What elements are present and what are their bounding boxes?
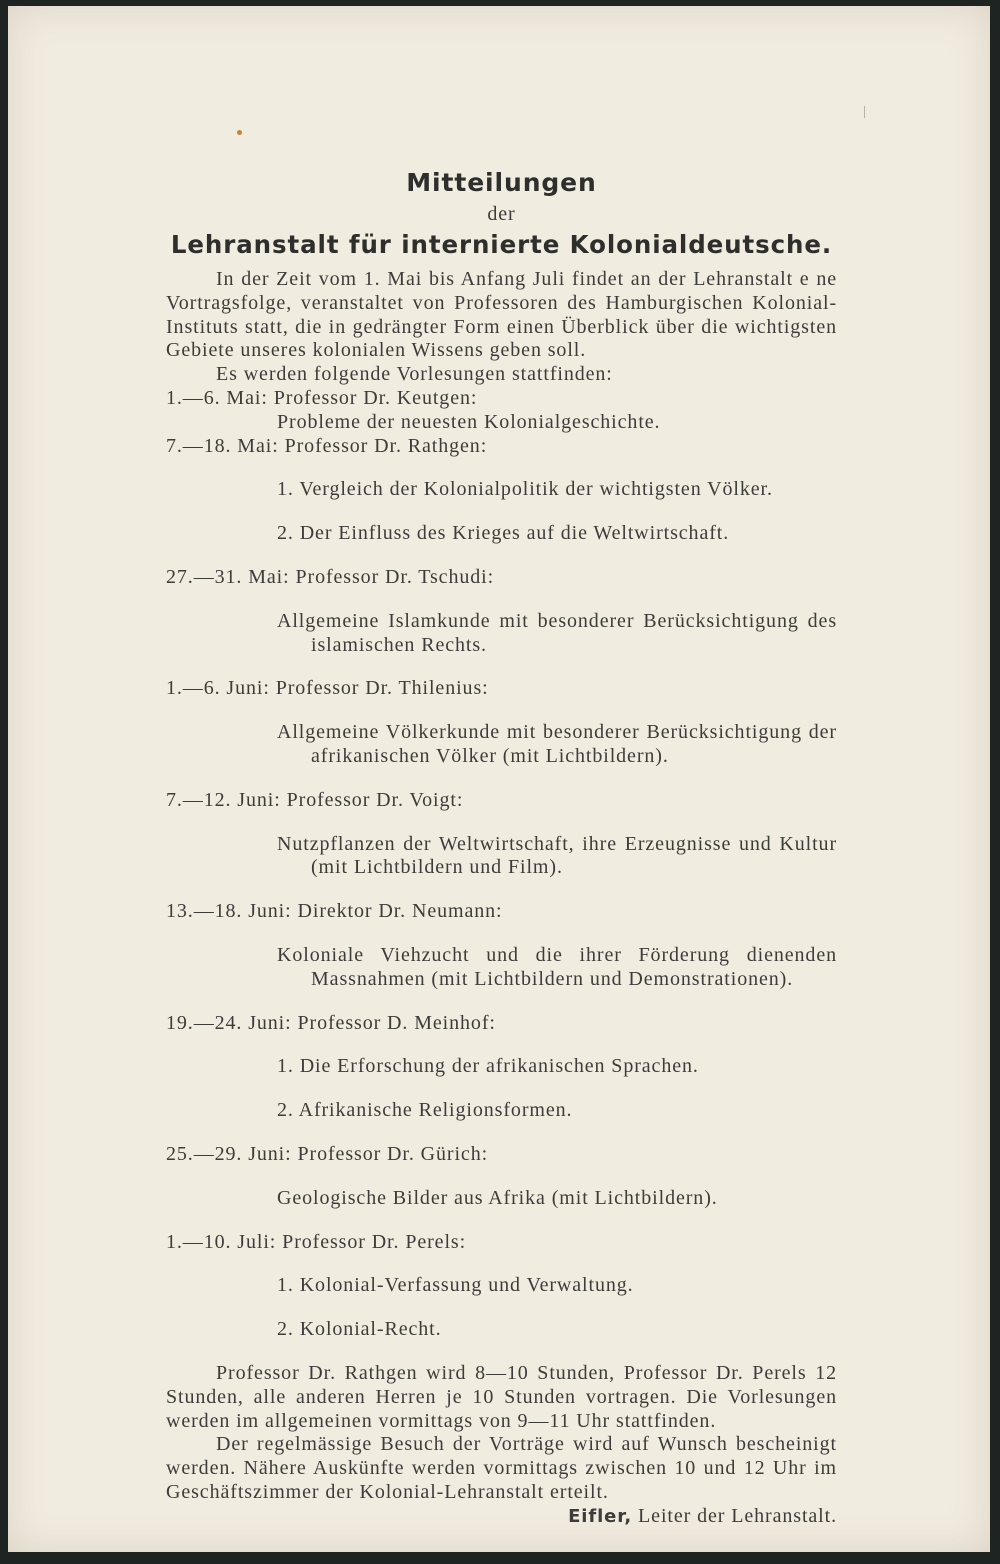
lecture-entry	[166, 1143, 837, 1211]
lecture-lecturer: Professor D. Meinhof:	[297, 1011, 496, 1034]
lecture-lecturer: Professor Dr. Voigt:	[286, 788, 464, 811]
lecture-lecturer: Professor Dr. Perels:	[282, 1230, 467, 1253]
lecture-lecturer: Professor Dr. Tschudi:	[295, 565, 495, 588]
notice-title: Mitteilungen	[406, 168, 597, 197]
lecture-item: 1. Die Erforschung der afrikanischen Sprachen.	[277, 1055, 699, 1078]
lecture-item: 2. Der Einfluss des Krieges auf die Weltwirtschaft.	[277, 522, 730, 545]
institution-name: Lehranstalt für internierte Kolonialdeutsche.	[170, 230, 833, 259]
hours-paragraph: Professor Dr. Rathgen wird 8—10 Stunden, Professor Dr. Perels 12 Stunden, alle anderen Herren je 10 Stunden vortragen. Die Vorlesungen werden im allgemeinen vormittags von 9—11 Uhr stattfinden.	[166, 1361, 837, 1432]
lecture-item: 1. Kolonial-Verfassung und Verwaltung.	[277, 1274, 634, 1297]
lecture-item: 2. Afrikanische Religionsformen.	[277, 1099, 573, 1122]
lecture-entry	[166, 566, 837, 657]
lecture-item: 2. Kolonial-Recht.	[277, 1318, 442, 1341]
paper-mark	[864, 106, 865, 118]
notice-body	[166, 166, 837, 1528]
lecture-dates: 19.—24. Juni:	[166, 1011, 292, 1034]
lecture-entry	[166, 677, 837, 768]
lecture-dates: 25.—29. Juni:	[166, 1142, 292, 1165]
lecture-lecturer: Direktor Dr. Neumann:	[297, 900, 503, 923]
lecture-dates: 1.—10. Juli:	[166, 1230, 277, 1253]
lecture-entry	[166, 1012, 837, 1123]
signature-role: Leiter der Lehranstalt.	[638, 1504, 837, 1527]
lecture-entry	[166, 387, 837, 435]
signature	[166, 1505, 837, 1529]
notice-connector: der	[487, 203, 516, 225]
lecture-lecturer: Professor Dr. Thilenius:	[275, 677, 489, 700]
lecture-dates: 1.—6. Juni:	[166, 677, 270, 700]
lecture-dates: 27.—31. Mai:	[166, 565, 290, 588]
lecture-lecturer: Professor Dr. Rathgen:	[284, 434, 488, 457]
lecture-topic: Allgemeine Völkerkunde mit besonderer Berücksichtigung der afrikanischen Völker (mit Lichtbildern).	[277, 721, 837, 767]
paper-sheet	[8, 6, 990, 1552]
lecture-entry	[166, 435, 837, 546]
lecture-dates: 7.—12. Juni:	[166, 788, 281, 811]
lecture-dates: 13.—18. Juni:	[166, 900, 292, 923]
lecture-entry	[166, 900, 837, 991]
lecture-entry	[166, 1231, 837, 1342]
signature-name: Eifler,	[568, 1505, 633, 1527]
lecture-entry	[166, 789, 837, 880]
lecture-topic: Nutzpflanzen der Weltwirtschaft, ihre Erzeugnisse und Kultur (mit Lichtbildern und Film).	[277, 832, 837, 879]
lecture-topic: Koloniale Viehzucht und die ihrer Förderung dienenden Massnahmen (mit Lichtbildern und Demonstrationen).	[277, 943, 837, 990]
lecture-lecturer: Professor Dr. Gürich:	[297, 1142, 489, 1165]
lecture-lecturer: Professor Dr. Keutgen:	[273, 386, 478, 409]
lecture-topic: Allgemeine Islamkunde mit besonderer Berücksichtigung des islamischen Rechts.	[277, 609, 837, 656]
intro-paragraph: In der Zeit vom 1. Mai bis Anfang Juli findet an der Lehranstalt e ne Vortragsfolge, veranstaltet von Professoren des Hamburgischen Kolonial-Instituts statt, die in gedrängter Form einen Überblick über die wichtigsten Gebiete unseres kolonialen Wissens geben soll.	[166, 268, 837, 362]
lecture-item: 1. Vergleich der Kolonialpolitik der wichtigsten Völker.	[277, 478, 773, 501]
lectures-intro: Es werden folgende Vorlesungen stattfinden:	[216, 363, 613, 386]
attendance-paragraph: Der regelmässige Besuch der Vorträge wird auf Wunsch bescheinigt werden. Nähere Auskünfte werden vormittags zwischen 10 und 12 Uhr im Geschäftszimmer der Kolonial-Lehranstalt erteilt.	[166, 1433, 837, 1503]
lecture-dates: 1.—6. Mai:	[166, 386, 268, 409]
lecture-topic: Geologische Bilder aus Afrika (mit Lichtbildern).	[277, 1186, 718, 1209]
lecture-topic: Probleme der neuesten Kolonialgeschichte.	[277, 410, 661, 433]
lecture-dates: 7.—18. Mai:	[166, 434, 279, 457]
ink-spot	[237, 130, 242, 135]
